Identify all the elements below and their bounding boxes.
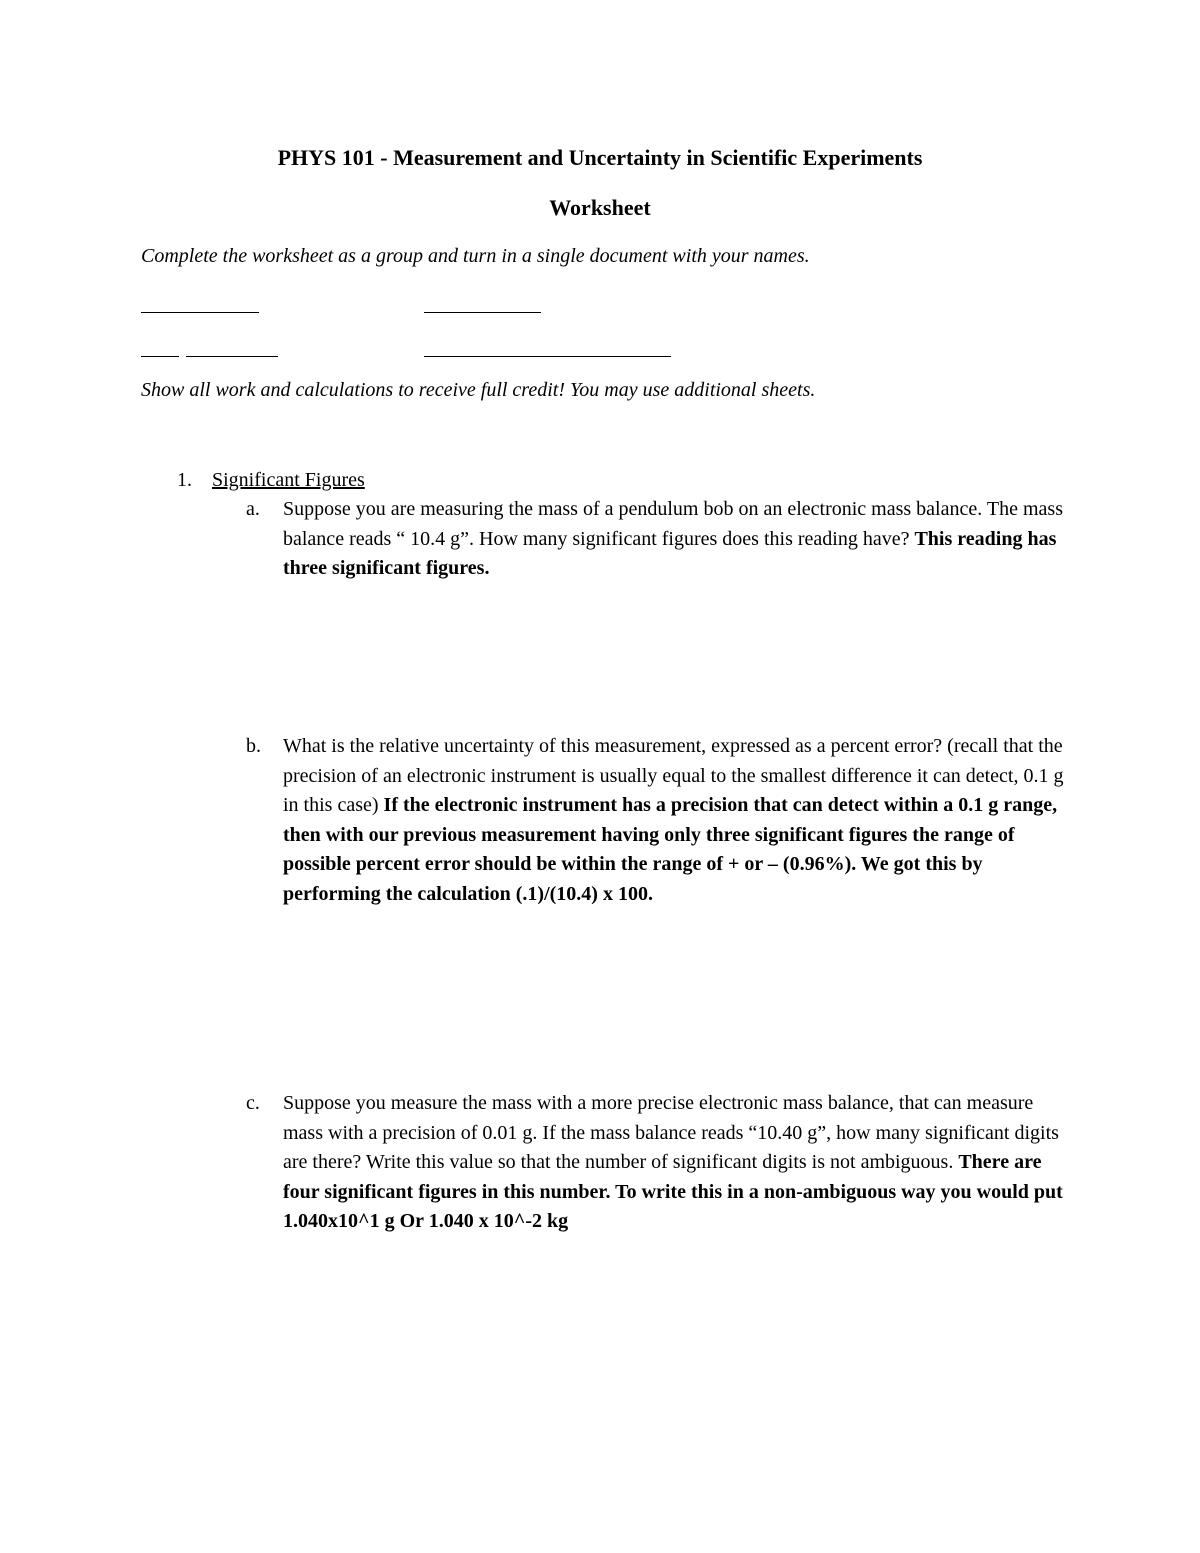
question-a-prompt: Suppose you are measuring the mass of a pendulum bob on an electronic mass balance. The mass balance reads “ 10.4 g”. How many significant figures does this reading have? (283, 498, 1063, 550)
instructions-text: Complete the worksheet as a group and turn in a single document with your names. (141, 245, 810, 267)
question-b-letter: b. (246, 735, 261, 757)
name-blank-3a (141, 356, 179, 357)
question-a (283, 495, 1073, 584)
name-blank-3b (186, 356, 278, 357)
question-b-prompt: What is the relative uncertainty of this measurement, expressed as a percent error? (recall that the precision of an electronic instrument is usually equal to the smallest difference it can detect, 0.1 g in this case) (283, 735, 1064, 816)
question-b-answer: If the electronic instrument has a precision that can detect within a 0.1 g range, then with our previous measurement having only three significant figures the range of possible percent error should be within the range of + or – (0.96%). We got this by performing the calculation (.1)/(10.4) x 100. (283, 794, 1058, 905)
name-blank-4 (424, 356, 671, 357)
work-note-text: Show all work and calculations to receive full credit! You may use additional sheets. (141, 379, 816, 401)
question-a-letter: a. (246, 498, 260, 520)
question-a-answer: This reading has three significant figures. (283, 527, 1057, 579)
question-c-prompt: Suppose you measure the mass with a more precise electronic mass balance, that can measure mass with a precision of 0.01 g. If the mass balance reads “10.40 g”, how many significant digits are there? Write this value so that the number of significant digits is not ambiguous. (283, 1092, 1059, 1173)
section-number: 1. (177, 469, 192, 491)
name-blank-2 (424, 312, 541, 313)
page-title: PHYS 101 - Measurement and Uncertainty in Scientific Experiments (277, 145, 923, 170)
question-c-letter: c. (246, 1092, 260, 1114)
name-blank-1 (141, 312, 259, 313)
question-b (283, 732, 1068, 909)
question-c (283, 1089, 1063, 1237)
question-c-answer: There are four significant figures in this number. To write this in a non-ambiguous way you would put 1.040x10^1 g Or 1.040 x 10^-2 kg (283, 1151, 1063, 1232)
page-subtitle: Worksheet (549, 195, 651, 220)
section-title: Significant Figures (212, 469, 365, 491)
